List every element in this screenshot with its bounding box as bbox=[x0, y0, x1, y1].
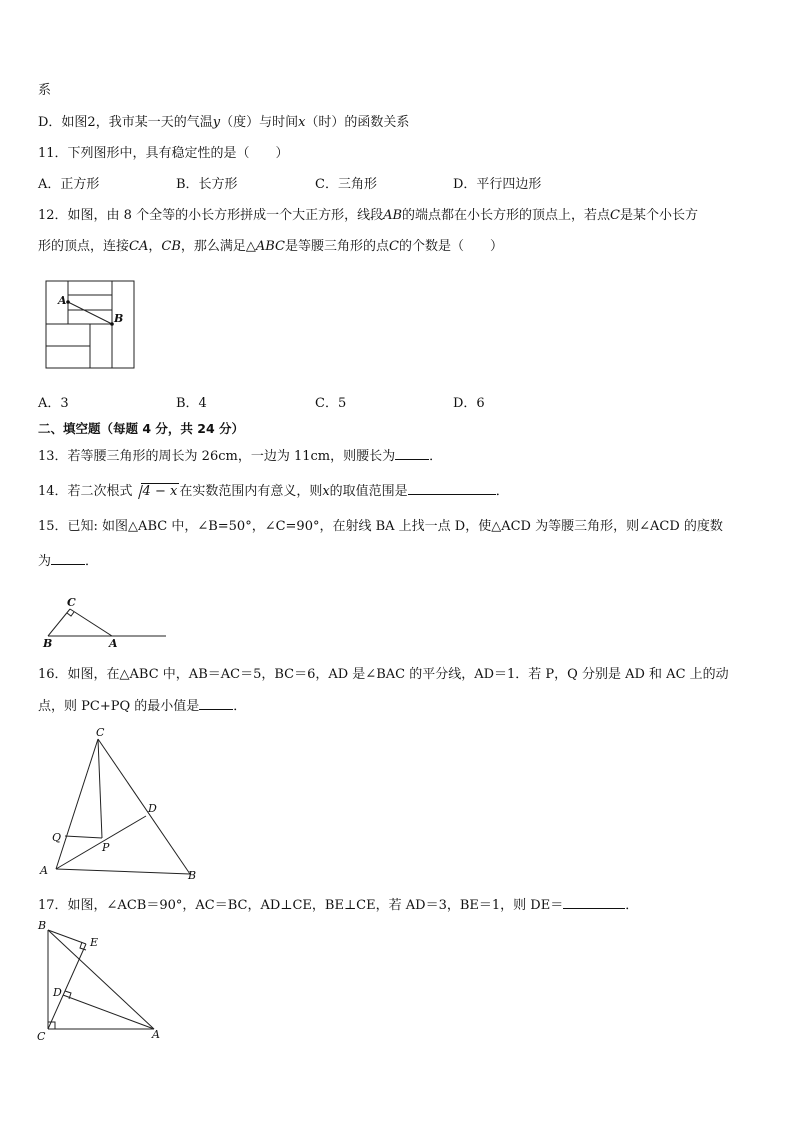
q11-option-b: B．长方形 bbox=[176, 177, 238, 192]
q14-suffix: 的取值范围是 bbox=[329, 484, 408, 499]
q15-label-a: A bbox=[109, 637, 118, 650]
q14-prefix: 14．若二次根式 bbox=[38, 484, 133, 499]
q16-segment-pq bbox=[65, 836, 102, 838]
q10d-mid: （度）与时间 bbox=[220, 115, 299, 130]
q12-ca: CA bbox=[129, 239, 149, 254]
q17-segment-be bbox=[48, 930, 86, 944]
q14 bbox=[38, 482, 509, 501]
q12-text-d: 是某个小长方 bbox=[620, 208, 699, 223]
q16-end: ． bbox=[233, 699, 247, 714]
q15-label-b: B bbox=[43, 637, 53, 650]
q12-point-a bbox=[66, 300, 70, 304]
q16-line2 bbox=[38, 697, 246, 716]
q13-end: ． bbox=[429, 449, 443, 464]
q12-abc: ABC bbox=[255, 239, 286, 254]
q14-end: ． bbox=[495, 484, 509, 499]
q14-radical bbox=[133, 483, 180, 501]
q16-label-a: A bbox=[40, 864, 48, 877]
q12-cpt: C bbox=[389, 239, 399, 254]
q13 bbox=[38, 447, 442, 466]
q16-label-b: B bbox=[188, 869, 197, 882]
q15-line2 bbox=[38, 552, 98, 571]
q16-label-d: D bbox=[148, 802, 157, 815]
q12-ab: AB bbox=[383, 208, 403, 223]
q12-text-b: 的端点都在小长方形的顶点上，若点 bbox=[402, 208, 611, 223]
section-title-fill-in: 二、填空题（每题 4 分，共 24 分） bbox=[38, 421, 245, 436]
q17-segment-ad bbox=[63, 995, 154, 1029]
q12-option-c: C．5 bbox=[315, 396, 347, 411]
q13-answer-blank[interactable] bbox=[395, 447, 429, 460]
q11-stem: 11．下列图形中，具有稳定性的是（ ） bbox=[38, 146, 289, 161]
q15-side-bc bbox=[48, 609, 70, 636]
q10d-var-y: y bbox=[212, 115, 221, 130]
q12-line2 bbox=[38, 238, 503, 256]
q17-text: 17．如图，∠ACB＝90°，AC＝BC，AD⊥CE，BE⊥CE，若 AD＝3，BE＝1，则 DE＝ bbox=[38, 898, 564, 913]
q12-sep: ， bbox=[148, 239, 162, 254]
q17-label-d: D bbox=[53, 986, 62, 999]
q12-figure bbox=[44, 280, 136, 370]
q12-text-h: 的个数是（ ） bbox=[398, 239, 503, 254]
q17 bbox=[38, 896, 638, 915]
q16-label-c: C bbox=[96, 726, 105, 739]
q17-label-e: E bbox=[90, 936, 99, 949]
q15-line1: 15．已知: 如图△ABC 中，∠B=50°，∠C=90°，在射线 BA 上找一点 D，使△ACD 为等腰三角形，则∠ACD 的度数 bbox=[38, 519, 723, 534]
q17-label-a: A bbox=[152, 1028, 160, 1041]
q11-option-a: A．正方形 bbox=[38, 177, 100, 192]
q12-line1 bbox=[38, 207, 698, 225]
q17-label-c: C bbox=[37, 1030, 46, 1043]
q17-answer-blank[interactable] bbox=[563, 896, 625, 909]
q16-text: 点，则 PC+PQ 的最小值是 bbox=[38, 699, 200, 714]
q14-mid: 在实数范围内有意义，则 bbox=[179, 484, 323, 499]
q15-label-c: C bbox=[67, 596, 76, 609]
q15-end: ． bbox=[85, 554, 99, 569]
continued-text: 系 bbox=[38, 83, 52, 98]
q16-label-q: Q bbox=[52, 831, 62, 844]
q11-option-d: D．平行四边形 bbox=[453, 177, 542, 192]
q13-text: 13．若等腰三角形的周长为 26cm，一边为 11cm，则腰长为 bbox=[38, 449, 396, 464]
q16-label-p: P bbox=[102, 841, 110, 854]
q14-var-x: x bbox=[322, 484, 330, 499]
q14-answer-blank[interactable] bbox=[408, 482, 496, 495]
q12-c: C bbox=[610, 208, 620, 223]
q11-option-c: C．三角形 bbox=[315, 177, 377, 192]
q14-radicand: 4 − x bbox=[142, 484, 178, 499]
q15-text: 为 bbox=[38, 554, 52, 569]
q16-segment-cp bbox=[98, 739, 102, 838]
q10d-var-x: x bbox=[298, 115, 306, 130]
q12-text-a: 12．如图，由 8 个全等的小长方形拼成一个大正方形，线段 bbox=[38, 208, 384, 223]
q16-side-cb bbox=[98, 739, 190, 874]
q12-option-b: B．4 bbox=[176, 396, 207, 411]
q12-cb: CB bbox=[161, 239, 181, 254]
q12-label-a: A bbox=[58, 294, 67, 307]
q16-answer-blank[interactable] bbox=[199, 697, 233, 710]
q17-side-ba bbox=[48, 930, 154, 1029]
q17-label-b: B bbox=[38, 919, 47, 932]
q12-text-g: 是等腰三角形的点 bbox=[285, 239, 390, 254]
q15-answer-blank[interactable] bbox=[51, 552, 85, 565]
q12-text-f: ，那么满足△ bbox=[180, 239, 256, 254]
q12-option-d: D．6 bbox=[453, 396, 485, 411]
q12-label-b: B bbox=[114, 312, 124, 325]
q16-side-ab bbox=[56, 869, 190, 874]
q10d-suffix: （时）的函数关系 bbox=[305, 115, 410, 130]
q15-figure bbox=[40, 596, 168, 648]
q12-text-e: 形的顶点，连接 bbox=[38, 239, 130, 254]
q15-side-ca bbox=[70, 609, 112, 636]
q10-option-d bbox=[38, 114, 409, 132]
q12-segment-ab bbox=[68, 302, 112, 324]
q16-figure bbox=[38, 724, 200, 882]
q16-line1: 16．如图，在△ABC 中，AB＝AC＝5，BC＝6，AD 是∠BAC 的平分线，AD＝1．若 P，Q 分别是 AD 和 AC 上的动 bbox=[38, 667, 729, 682]
q10d-prefix: D．如图2，我市某一天的气温 bbox=[38, 115, 213, 130]
q15-right-angle-mark bbox=[67, 612, 74, 616]
q16-side-ca bbox=[56, 739, 98, 869]
q17-end: ． bbox=[625, 898, 639, 913]
q12-option-a: A．3 bbox=[38, 396, 69, 411]
q17-figure bbox=[34, 916, 168, 1044]
